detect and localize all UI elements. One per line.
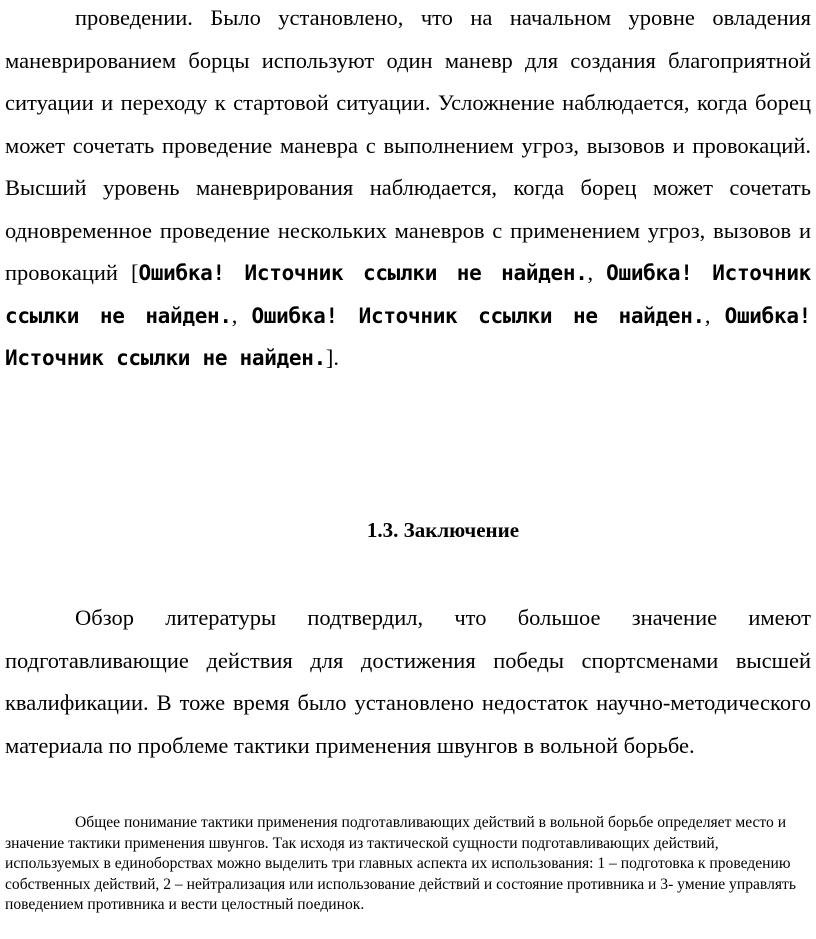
reference-separator: , xyxy=(587,260,607,285)
reference-close-bracket: ]. xyxy=(325,345,340,370)
paragraph-text: проведении. Было установлено, что на начальном уровне овладения маневрированием борцы используют один маневр для создания благоприятной ситуации и переходу к стартовой ситуации. Усложнение наблюдается, когда борец может сочетать проведение маневра с выполнением угроз, вызовов и провокаций. Высший уровень маневрирования наблюдается, когда борец может сочетать одновременное проведение нескольких маневров с применением угроз, вызовов и провокаций xyxy=(5,5,811,285)
reference-error-4[interactable]: Ошибка! Источник ссылки не найден. xyxy=(5,303,812,370)
reference-separator: , xyxy=(231,302,252,328)
section-heading: 1.3. Заключение xyxy=(366,518,520,542)
reference-separator: , xyxy=(704,302,725,328)
body-paragraph-maneuvering xyxy=(5,0,811,380)
body-paragraph-conclusion: Обзор литературы подтвердил, что большое значение имеют подготавливающие действия для достижения победы спортсменами высшей квалификации. В тоже время было установлено недостаток научно-методического материала по проблеме тактики применения швунгов в вольной борьбе. xyxy=(5,605,811,758)
reference-error-1[interactable]: Ошибка! Источник ссылки не найден. xyxy=(138,261,588,285)
reference-open-bracket: [ xyxy=(130,260,139,285)
reference-error-2[interactable]: Ошибка! Источник ссылки не найден. xyxy=(5,261,812,328)
footer-note: Общее понимание тактики применения подготавливающих действий в вольной борьбе определяет место и значение тактики применения швунгов. Так исходя из тактической сущности подготавливающих действий, используемых в единоборствах можно выделить три главных аспекта их использования: 1 – подготовка к проведению собственных действий, 2 – нейтрализация или использование действий и состояние противника и 3- умение управлять поведением противника и вести целостный поединок. xyxy=(5,814,796,913)
reference-error-3[interactable]: Ошибка! Источник ссылки не найден. xyxy=(251,303,705,328)
